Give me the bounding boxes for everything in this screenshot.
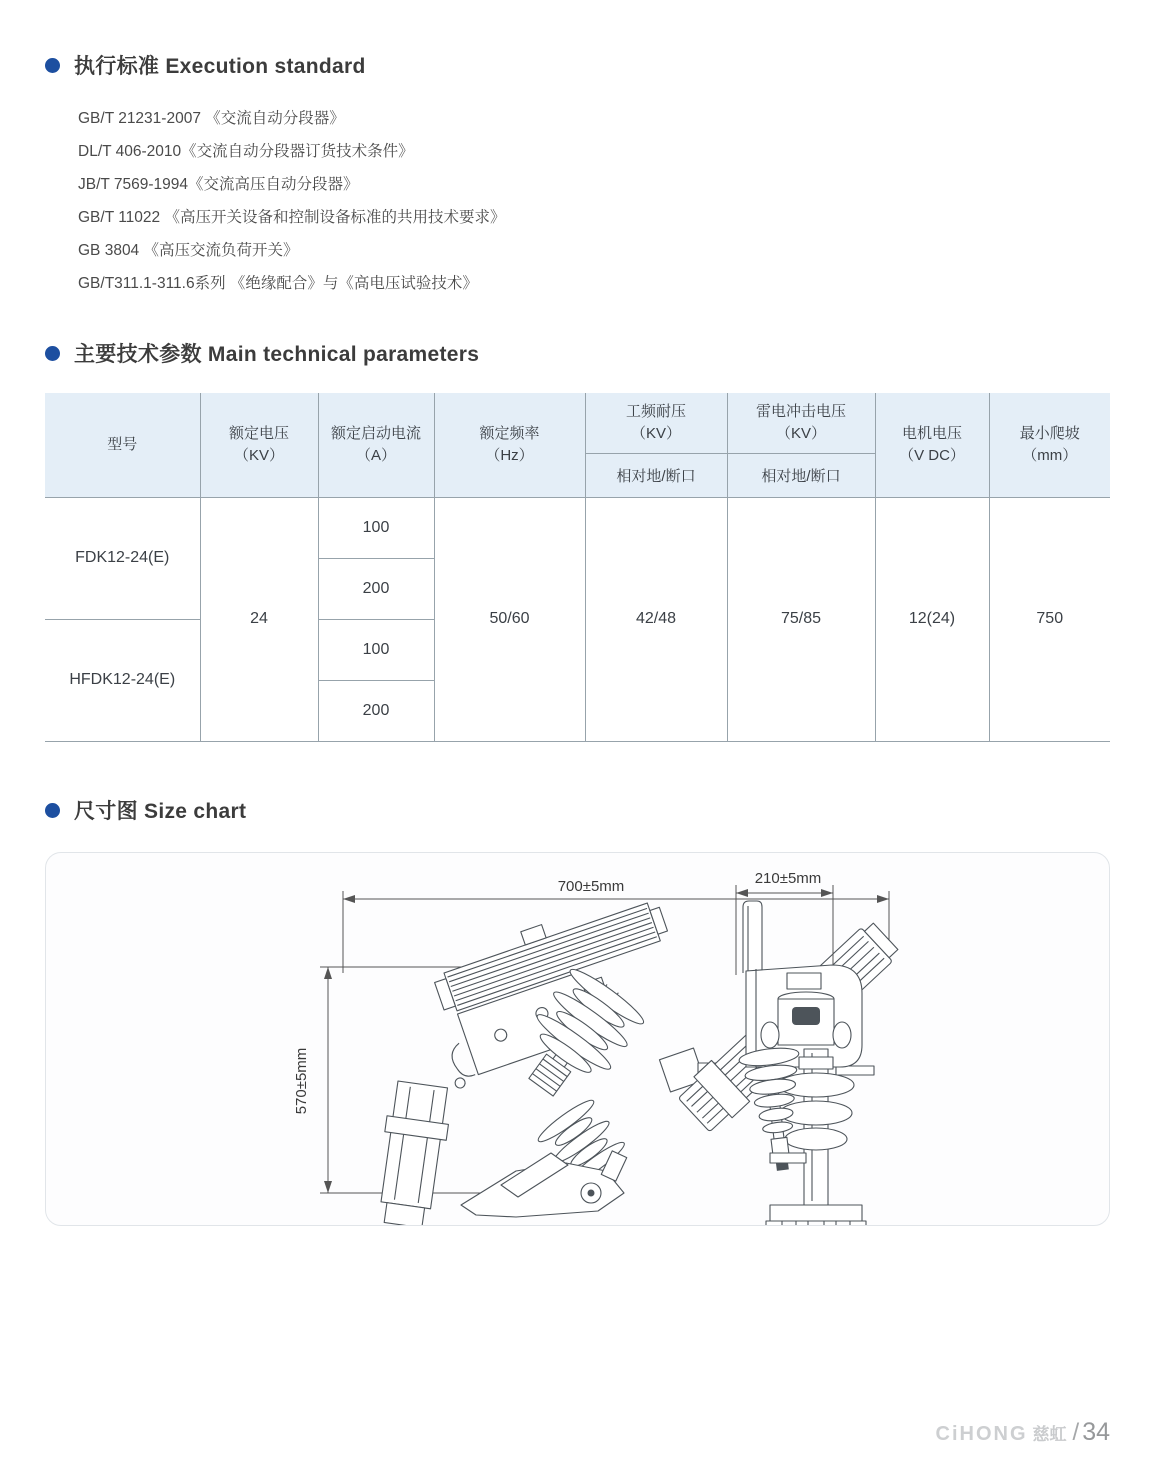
cell-current: 100 — [318, 619, 434, 680]
table-row — [45, 497, 1110, 558]
dimension-label-depth: 210±5mm — [754, 870, 822, 887]
col-header-motor-voltage: 电机电压 （V DC） — [875, 393, 989, 497]
section-title-execution-standard: 执行标准 Execution standard — [74, 55, 366, 78]
cell-motor-voltage: 12(24) — [875, 497, 989, 741]
footer-separator: / — [1072, 1419, 1080, 1446]
standards-list — [45, 102, 1110, 300]
standard-item: GB/T 11022 《高压开关设备和控制设备标准的共用技术要求》 — [78, 209, 506, 226]
standard-item: GB 3804 《高压交流负荷开关》 — [78, 242, 299, 259]
standard-item: GB/T311.1-311.6系列 《绝缘配合》与《高电压试验技术》 — [78, 275, 478, 292]
dimension-label-height: 570±5mm — [293, 1047, 310, 1115]
section-bullet-icon — [45, 58, 60, 73]
parameters-table — [45, 393, 1110, 742]
cell-rated-voltage: 24 — [200, 497, 318, 741]
parameters-table-head — [45, 393, 1110, 497]
cell-power-frequency-withstand: 42/48 — [585, 497, 727, 741]
cell-frequency: 50/60 — [434, 497, 585, 741]
cell-current: 200 — [318, 680, 434, 741]
dimension-label-width: 700±5mm — [557, 878, 625, 895]
standard-item: JB/T 7569-1994《交流高压自动分段器》 — [78, 176, 359, 193]
col-header-rated-current: 额定启动电流 （A） — [318, 393, 434, 497]
cell-current: 100 — [318, 497, 434, 558]
section-main-parameters — [45, 338, 1110, 742]
subheader-phase-to-ground-break: 相对地/断口 — [585, 454, 727, 497]
section-bullet-icon — [45, 803, 60, 818]
col-header-lightning-impulse: 雷电冲击电压 （KV） — [727, 393, 875, 454]
col-header-power-frequency-withstand: 工频耐压 （KV） — [585, 393, 727, 454]
col-header-min-creepage: 最小爬坡 （mm） — [989, 393, 1110, 497]
cell-model-1: FDK12-24(E) — [45, 497, 200, 619]
section-header — [45, 50, 1110, 80]
size-chart-drawing — [46, 853, 1109, 1225]
cell-current: 200 — [318, 558, 434, 619]
size-chart-panel — [45, 852, 1110, 1226]
section-header — [45, 795, 1110, 825]
standard-item: DL/T 406-2010《交流自动分段器订货技术条件》 — [78, 143, 414, 160]
col-header-rated-frequency: 额定频率 （Hz） — [434, 393, 585, 497]
section-bullet-icon — [45, 346, 60, 361]
page-footer — [936, 1418, 1110, 1447]
standard-item: GB/T 21231-2007 《交流自动分段器》 — [78, 110, 345, 127]
brand-logo: CiHONG — [935, 1423, 1028, 1445]
cell-model-2: HFDK12-24(E) — [45, 619, 200, 741]
section-size-chart — [45, 795, 1110, 1226]
brand-logo-chinese: 慈虹 — [1032, 1425, 1067, 1444]
page-number: 34 — [1082, 1418, 1110, 1446]
cell-min-creepage: 750 — [989, 497, 1110, 741]
col-header-rated-voltage: 额定电压 （KV） — [200, 393, 318, 497]
section-header — [45, 338, 1110, 368]
parameters-table-body — [45, 497, 1110, 741]
col-header-model: 型号 — [45, 393, 200, 497]
subheader-phase-to-ground-break: 相对地/断口 — [727, 454, 875, 497]
section-execution-standard — [45, 50, 1110, 300]
cell-lightning-impulse: 75/85 — [727, 497, 875, 741]
section-title-main-parameters: 主要技术参数 Main technical parameters — [74, 343, 480, 366]
section-title-size-chart: 尺寸图 Size chart — [74, 800, 247, 823]
